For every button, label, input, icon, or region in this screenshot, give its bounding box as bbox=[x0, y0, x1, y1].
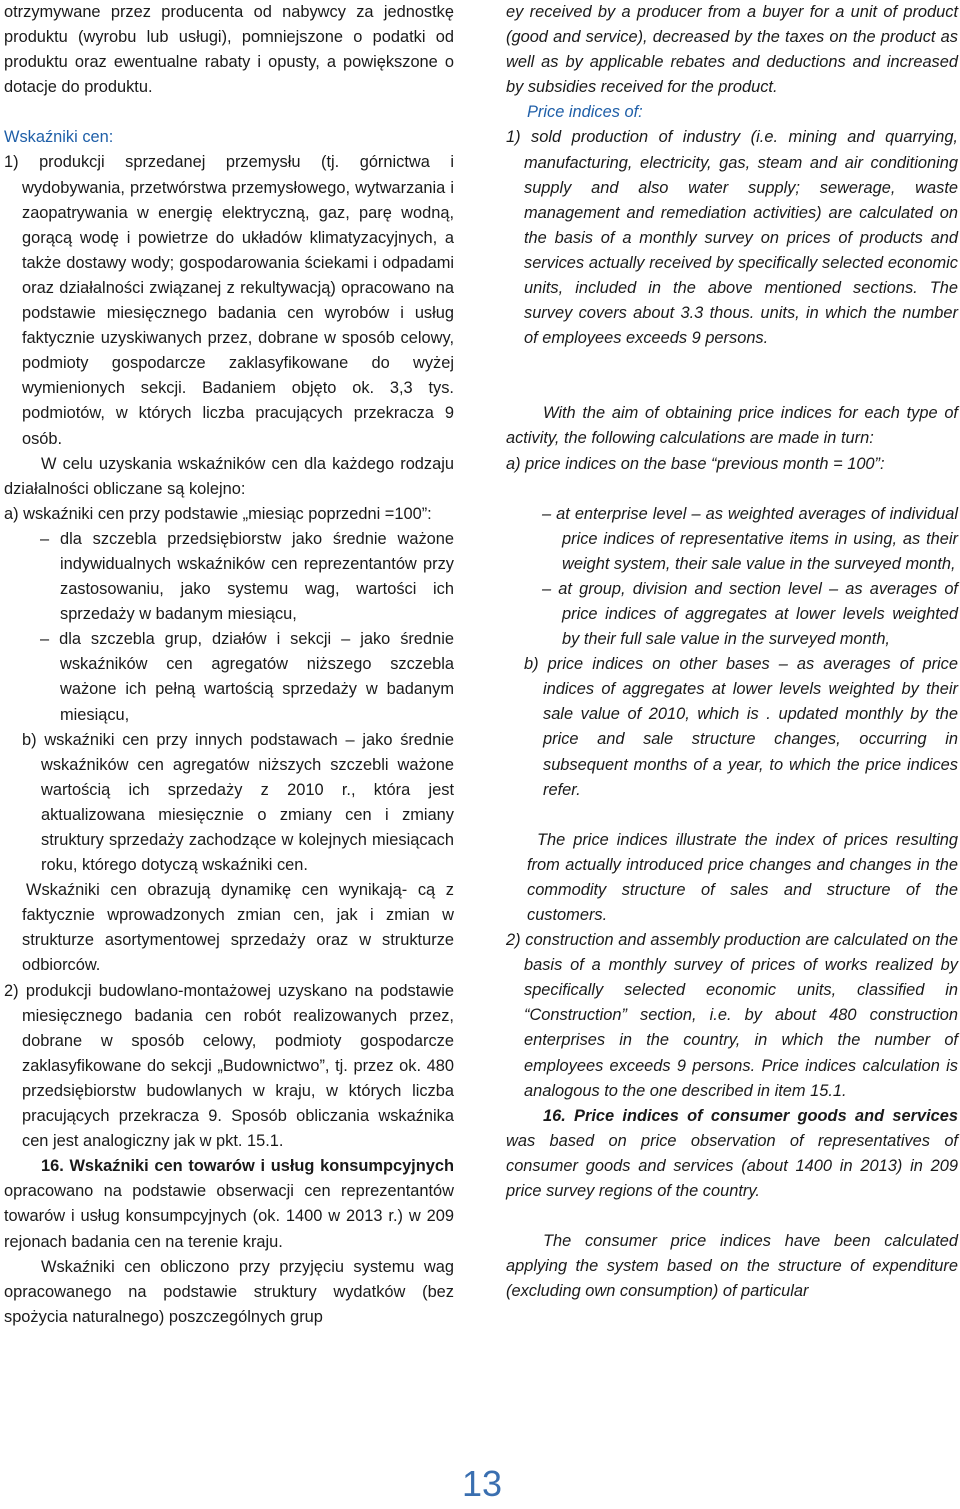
section-16-title: 16. Price indices of consumer goods and services bbox=[543, 1106, 958, 1125]
section-16-paragraph bbox=[506, 1104, 958, 1204]
item-b: b) wskaźniki cen przy innych podstawach – jako średnie wskaźników cen agregatów niższych szczebli ważone wartością ich sprzedaży z 2010 r., która jest aktualizowana miesięcznie o zmiany cen i zmiany struktury sprzedaży zachodzące w kolejnych miesiącach roku, którego dotyczą wskaźniki cen. bbox=[22, 730, 454, 875]
spacer bbox=[506, 376, 958, 401]
aim-paragraph: With the aim of obtaining price indices for each type of activity, the following calculations are made in turn: bbox=[506, 404, 958, 448]
aim-paragraph: W celu uzyskania wskaźników cen dla każdego rodzaju działalności obliczane są kolejno: bbox=[4, 454, 454, 498]
item-2-construction: 2) produkcji budowlano-montażowej uzyskano na podstawie miesięcznego badania cen robót realizowanych przez, dobrane w sposób celowy, podmioty gospodarcze zaklasyfikowane do sekcji „Budownictwo”, tj. przez ok. 480 przedsiębiorstw budowlanych w kraju, w których liczba pracujących przekracza 9. Sposób obliczania wskaźnika cen jest analogiczny jak w pkt. 15.1. bbox=[4, 981, 454, 1151]
spacer bbox=[4, 100, 454, 125]
illustrate-paragraph: Wskaźniki cen obrazują dynamikę cen wynikają- cą z faktycznie wprowadzonych zmian cen, jak i zmian w strukturze asortymentowej sprzedaży oraz w strukturze odbiorców. bbox=[22, 881, 454, 975]
spacer bbox=[506, 1204, 958, 1229]
price-indices-heading: Wskaźniki cen: bbox=[4, 128, 114, 147]
english-column bbox=[506, 0, 958, 1304]
polish-column bbox=[4, 0, 454, 1330]
illustrate-paragraph: The price indices illustrate the index of prices resulting from actually introduced price changes and changes in the commodity structure of sales and structure of the customers. bbox=[527, 830, 958, 924]
item-a-dash-1: – at enterprise level – as weighted averages of individual price indices of representative items in using, as their weight system, their sale value in the surveyed month, bbox=[542, 504, 958, 573]
price-indices-heading: Price indices of: bbox=[527, 103, 643, 122]
item-a: a) wskaźniki cen przy podstawie „miesiąc poprzedni =100”: bbox=[4, 504, 432, 523]
section-16-title: 16. Wskaźniki cen towarów i usług konsumpcyjnych bbox=[41, 1157, 454, 1176]
item-a: a) price indices on the base “previous month = 100”: bbox=[506, 454, 885, 473]
item-1-industry: 1) produkcji sprzedanej przemysłu (tj. górnictwa i wydobywania, przetwórstwa przemysłowego, wytwarzania i zaopatrywania w energię elektryczną, gaz, parę wodną, gorącą wodę i powietrze do układów klimatyzacyjnych, a także dostawy wody; gospodarowania ściekami i odpadami oraz działalności związanej z rekultywacją) opracowano na podstawie miesięcznego badania cen wyrobów i usług faktycznie uzyskiwanych przez, dobrane w sposób celowy, podmioty gospodarcze zaklasyfikowane do wyżej wymienionych sekcji. Badaniem objęto ok. 3,3 tys. podmiotów, w których liczba pracujących przekracza 9 osób. bbox=[4, 153, 454, 448]
item-a-dash-1: – dla szczebla przedsiębiorstw jako średnie ważone indywidualnych wskaźników cen reprezentantów przy zastosowaniu, jako systemu wag, wartości ich sprzedaży w badanym miesiącu, bbox=[40, 529, 454, 624]
page-number: 13 bbox=[461, 1463, 503, 1504]
spacer bbox=[506, 803, 958, 828]
item-1-industry: 1) sold production of industry (i.e. mining and quarrying, manufacturing, electricity, gas, steam and air conditioning supply and also water supply; sewerage, waste management and remediation activities) are calculated on the basis of a monthly survey on prices of products and services actually received by specifically selected economic units, included in the above mentioned sections. The survey covers about 3.3 thous. units, in which the number of employees exceeds 9 persons. bbox=[506, 128, 958, 348]
weights-paragraph: Wskaźniki cen obliczono przy przyjęciu systemu wag opracowanego na podstawie struktury wydatków (bez spożycia naturalnego) poszczególnych grup bbox=[4, 1257, 454, 1326]
item-a-dash-2: – at group, division and section level – as averages of price indices of aggregates at lower levels weighted by their full sale value in the surveyed month, bbox=[542, 579, 958, 649]
section-16-text: opracowano na podstawie obserwacji cen reprezentantów towarów i usług konsumpcyjnych (ok. 1400 w 2013 r.) w 209 rejonach badania cen na terenie kraju. bbox=[4, 1182, 454, 1251]
intro-paragraph: ey received by a producer from a buyer for a unit of product (good and service), decreased by the taxes on the product as well as by applicable rebates and deductions and increased by subsidies received for the product. bbox=[506, 3, 958, 97]
spacer bbox=[506, 477, 958, 502]
section-16-paragraph bbox=[4, 1154, 454, 1254]
section-16-text: was based on price observation of representatives of consumer goods and services (about 1400 in 2013) in 209 price survey regions of the country. bbox=[506, 1131, 958, 1201]
spacer bbox=[506, 351, 958, 376]
item-2-construction: 2) construction and assembly production are calculated on the basis of a monthly survey of prices of works realized by specifically selected economic units, classified in “Construction” section, i.e. by about 480 construction enterprises in the country, in which the number of employees exceeds 9 persons. Price indices calculation is analogous to the one described in item 15.1. bbox=[506, 931, 958, 1100]
intro-paragraph: otrzymywane przez producenta od nabywcy za jednostkę produktu (wyrobu lub usługi), pomniejszone o podatki od produktu oraz ewentualne rabaty i opusty, a powiększone o dotacje do produktu. bbox=[4, 3, 454, 97]
weights-paragraph: The consumer price indices have been calculated applying the system based on the structure of expenditure (excluding own consumption) of particular bbox=[506, 1232, 958, 1301]
item-b: b) price indices on other bases – as averages of price indices of aggregates at lower levels weighted by their sale value of 2010, which is . updated monthly by the price and sale structure changes, occurring in subsequent months of a year, to which the price indices refer. bbox=[524, 655, 958, 799]
item-a-dash-2: – dla szczebla grup, działów i sekcji – jako średnie wskaźników cen agregatów niższego szczebla ważone ich pełną wartością sprzedaży w badanym miesiącu, bbox=[40, 630, 454, 724]
